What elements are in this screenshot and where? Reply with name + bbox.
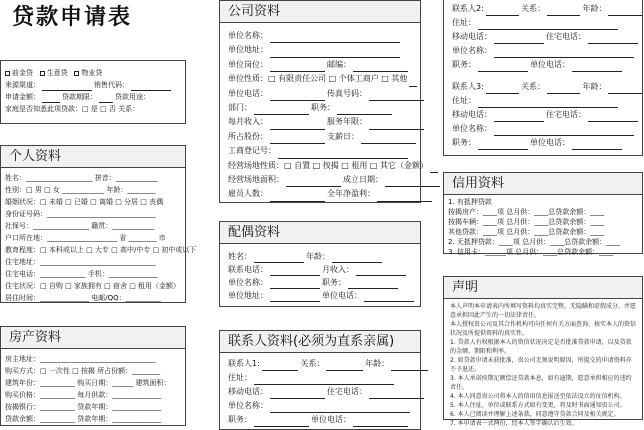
field-label: 单位岗位： bbox=[228, 59, 268, 69]
field-line[interactable] bbox=[99, 95, 113, 103]
field-label: 部门： bbox=[228, 102, 252, 112]
option-label: 前金贷 bbox=[12, 69, 33, 77]
field-label: 全年净盈利： bbox=[327, 189, 375, 199]
field-line[interactable] bbox=[42, 83, 92, 91]
form-row: 身份证号码：_______________________________ bbox=[5, 210, 156, 218]
field-line[interactable] bbox=[377, 192, 432, 202]
statement-paragraph: 3. 本人承诺按期足额偿还贷款本息，如有逾期，愿意承担相应的违约责任。 bbox=[450, 375, 632, 391]
form-row bbox=[220, 101, 420, 115]
field-label: 支薪日： bbox=[327, 131, 359, 141]
field-label: 职务： bbox=[452, 60, 476, 69]
contact23-panel bbox=[443, 0, 643, 156]
field-label: 单位名称： bbox=[228, 401, 268, 410]
panel-title: 声明 bbox=[444, 277, 642, 299]
field-line[interactable] bbox=[254, 417, 309, 427]
panel-title: 信用资料 bbox=[444, 173, 642, 195]
form-row: 按揭车辆：____项 总月供：____总贷款余额：____ bbox=[448, 218, 605, 226]
field-line[interactable] bbox=[270, 120, 325, 130]
field-label: 月收入： bbox=[322, 265, 354, 274]
form-row bbox=[444, 122, 642, 136]
field-label: 移动电话： bbox=[452, 32, 492, 41]
contact3-rows bbox=[444, 72, 642, 150]
panel-title: 个人资料 bbox=[1, 146, 185, 168]
field-line[interactable] bbox=[270, 279, 320, 289]
panel-title: 联系人资料(必须为直系亲属) bbox=[220, 331, 420, 353]
field-line[interactable] bbox=[270, 292, 320, 302]
field-line[interactable] bbox=[409, 77, 417, 87]
field-line[interactable] bbox=[42, 95, 60, 103]
field-label: 单位地址： bbox=[228, 45, 268, 55]
field-line[interactable] bbox=[262, 361, 299, 371]
statement-paragraph: 4. 本人同意贵公司将本人的信用信息报送至依法设立的征信机构。 bbox=[450, 393, 626, 400]
contact2-rows bbox=[444, 0, 642, 72]
field-line[interactable] bbox=[547, 84, 580, 94]
field-label: 来源渠道： bbox=[5, 81, 40, 89]
credit-rows bbox=[444, 195, 642, 257]
field-label: 联系人3: bbox=[452, 82, 484, 91]
source-row bbox=[1, 79, 185, 91]
field-label: 住宅电话： bbox=[546, 32, 586, 41]
statement-paragraph: 5. 本人住址、单位或联系方式如有变更，将及时书面通知贵公司。 bbox=[450, 402, 626, 409]
field-label: 联系人1: bbox=[228, 359, 260, 368]
field-label: 单位电话： bbox=[530, 60, 570, 69]
form-row bbox=[444, 30, 642, 44]
form-row bbox=[220, 58, 420, 72]
form-row: 2. 无抵押贷款：____项 总月供：____总贷款余额：____ bbox=[448, 238, 621, 246]
field-label: 单位电话： bbox=[311, 415, 351, 424]
statement-paragraph: 7. 本申请表一式两份，经本人签字确认后生效。 bbox=[450, 420, 578, 427]
field-line[interactable] bbox=[270, 266, 320, 276]
field-line[interactable] bbox=[430, 163, 438, 173]
form-row: 3. 信用卡：______项 总月供：____总贷款余额：____ bbox=[448, 248, 614, 256]
field-label: 移动电话： bbox=[228, 387, 268, 396]
field-line[interactable] bbox=[391, 361, 428, 371]
field-label: 单位地址： bbox=[228, 291, 268, 300]
field-label: 成立日期： bbox=[343, 174, 383, 184]
form-row bbox=[220, 130, 420, 144]
statement-paragraph: 2. 如贷款申请未获批准，贵公司无须说明原因，所提交的申请资料亦不予退还。 bbox=[450, 357, 632, 373]
form-row bbox=[220, 250, 420, 263]
field-line[interactable] bbox=[254, 375, 394, 385]
form-row: 社保号：________________ 籍贯：____________ bbox=[5, 222, 155, 230]
form-row bbox=[220, 276, 420, 289]
field-line[interactable] bbox=[270, 62, 325, 72]
field-label: 单位名称： bbox=[228, 278, 268, 287]
form-row: 购买价格：__________ 每月供款：______________ bbox=[5, 391, 162, 399]
field-line[interactable] bbox=[572, 140, 622, 150]
field-label: 关系： bbox=[300, 359, 325, 368]
field-label: 联系电话： bbox=[228, 265, 268, 274]
field-label: 销售代码： bbox=[94, 81, 129, 89]
statement-paragraph: 6. 本人已阅读并理解上述条款，同意遵守贷款合同及相关规定。 bbox=[450, 411, 620, 418]
panel-title: 配偶资料 bbox=[220, 222, 420, 244]
form-row bbox=[220, 29, 420, 43]
statement-paragraph: 本人授权贵公司及其合作机构可向任何有关方面查询、核实本人的资信状况及所提供资料的真实性。 bbox=[450, 321, 637, 337]
personal-panel bbox=[0, 145, 197, 303]
form-row bbox=[444, 94, 642, 108]
field-line[interactable] bbox=[608, 6, 641, 16]
form-row bbox=[220, 263, 420, 276]
form-row bbox=[220, 357, 420, 371]
personal-rows bbox=[1, 168, 197, 304]
field-label: 职务： bbox=[452, 138, 476, 147]
field-line[interactable] bbox=[494, 34, 544, 44]
checkbox[interactable] bbox=[74, 71, 79, 76]
company-rows bbox=[220, 23, 429, 202]
field-label: 年龄： bbox=[582, 4, 607, 13]
field-line[interactable] bbox=[270, 389, 325, 399]
field-line[interactable] bbox=[278, 149, 408, 159]
form-row: 性别：□ 男 □ 女 ____________ 年龄：________ bbox=[5, 186, 156, 194]
field-label: 经营场地面积： bbox=[228, 174, 284, 184]
option-label: 生意贷 bbox=[46, 69, 68, 77]
field-label: 年龄： bbox=[365, 359, 390, 368]
property-rows bbox=[1, 349, 185, 425]
form-row: 其他贷款：____项 总月供：____总贷款余额：____ bbox=[448, 228, 605, 236]
field-line[interactable] bbox=[494, 48, 634, 58]
option-label: 物业贷 bbox=[81, 69, 103, 77]
field-line[interactable] bbox=[478, 20, 618, 30]
field-label: 联系人2: bbox=[452, 4, 484, 13]
loan-type-panel bbox=[0, 60, 186, 124]
statement-paragraph: 1. 贷款人有权根据本人的资信状况决定是否批准贷款申请，以及贷款的金额、期限和利率。 bbox=[450, 339, 632, 355]
field-line[interactable] bbox=[478, 62, 528, 72]
field-line[interactable] bbox=[270, 48, 400, 58]
form-row bbox=[220, 43, 420, 57]
form-row bbox=[220, 289, 420, 302]
field-line[interactable] bbox=[547, 6, 580, 16]
family-aware-row: 家庭是否知悉此项贷款：□ 是 □ 否 关系： bbox=[5, 105, 140, 113]
field-line[interactable] bbox=[337, 105, 392, 115]
field-label: 住宅电话： bbox=[327, 387, 367, 396]
form-row bbox=[444, 58, 642, 72]
field-label: 工商登记号： bbox=[228, 146, 276, 156]
form-row bbox=[444, 108, 642, 122]
field-line[interactable] bbox=[588, 34, 638, 44]
field-line[interactable] bbox=[385, 177, 440, 187]
form-row: 教育程度：□ 本科或以上 □ 大专 □ 高中/中专 □ 初中或以下 bbox=[5, 246, 197, 254]
field-line[interactable] bbox=[270, 91, 325, 101]
field-label: 移动电话： bbox=[452, 110, 492, 119]
form-row bbox=[444, 136, 642, 150]
field-label: 经营场地性质：□ 自置 □ 按揭 □ 租用 □ 其它（金额） bbox=[228, 160, 429, 170]
page-title: 贷款申请表 bbox=[12, 5, 133, 30]
form-row bbox=[220, 87, 420, 101]
field-line[interactable] bbox=[364, 292, 414, 302]
form-row bbox=[220, 385, 420, 399]
form-row bbox=[220, 187, 420, 201]
form-row: 贷款余额：__________ 贷款年期：______________ bbox=[5, 415, 162, 423]
field-label: 所占股份： bbox=[228, 131, 268, 141]
field-line[interactable] bbox=[254, 105, 309, 115]
field-line[interactable] bbox=[486, 84, 519, 94]
loan-type-options bbox=[1, 67, 185, 79]
field-label: 传真号码： bbox=[327, 88, 367, 98]
spouse-panel bbox=[219, 221, 421, 307]
checkbox[interactable] bbox=[40, 71, 45, 76]
form-row: 婚姻状况：□ 未婚 □ 已婚 □ 离婚 □ 分居 □ 丧偶 bbox=[5, 198, 164, 206]
form-row bbox=[220, 144, 420, 158]
form-row: 按揭房产：____项 总月供：____总贷款余额：____ bbox=[448, 208, 605, 216]
field-label: 单位电话： bbox=[322, 291, 362, 300]
field-label: 关系： bbox=[521, 82, 546, 91]
field-label: 职务： bbox=[228, 415, 252, 424]
field-line[interactable] bbox=[361, 134, 416, 144]
form-row bbox=[220, 173, 420, 187]
field-line[interactable] bbox=[286, 177, 341, 187]
field-label: 职务： bbox=[311, 102, 335, 112]
form-row bbox=[444, 44, 642, 58]
form-row bbox=[444, 2, 642, 16]
statement-panel bbox=[443, 276, 643, 427]
field-label: 贷款用途： bbox=[115, 93, 150, 101]
field-line[interactable] bbox=[332, 253, 382, 263]
form-row: 居住时间：______________ 电邮/QQ：__________ bbox=[5, 294, 161, 302]
form-row: 户口所在地：____________________ 省 ________ 市 bbox=[5, 234, 166, 242]
field-line[interactable] bbox=[478, 98, 618, 108]
panel-title: 房产资料 bbox=[1, 327, 185, 349]
field-label: 姓名： bbox=[228, 252, 252, 261]
field-line[interactable] bbox=[369, 91, 424, 101]
form-row: 建筑年份：__________ 购买日期：______ 建筑面积： bbox=[5, 379, 171, 387]
form-row: 购买方式：□ 一次性 □ 按揭 所占份额：________ bbox=[5, 367, 161, 375]
form-row: 住宅状况：□ 自购 □ 家族拥有 □ 宿舍 □ 租用（金额） bbox=[5, 282, 181, 290]
form-row bbox=[220, 72, 420, 86]
field-line[interactable] bbox=[494, 112, 544, 122]
field-line[interactable] bbox=[348, 279, 398, 289]
amount-row bbox=[1, 91, 185, 103]
field-line[interactable] bbox=[270, 134, 325, 144]
field-line[interactable] bbox=[494, 126, 634, 136]
credit-panel bbox=[443, 172, 643, 254]
field-line[interactable] bbox=[270, 403, 410, 413]
statement-rows bbox=[444, 299, 642, 428]
field-line[interactable] bbox=[131, 83, 171, 91]
field-label: 住址： bbox=[452, 96, 476, 105]
panel-title: 公司资料 bbox=[220, 1, 420, 23]
field-label: 职务： bbox=[322, 278, 346, 287]
statement-paragraph: 本人声明本申请表内所填写资料均真实完整，无隐瞒和虚假成分，并愿意承担因此产生的一切法律责任。 bbox=[450, 303, 637, 319]
field-line[interactable] bbox=[588, 112, 638, 122]
form-row bbox=[220, 115, 420, 129]
field-line[interactable] bbox=[572, 62, 622, 72]
checkbox[interactable] bbox=[5, 71, 10, 76]
field-label: 贷款期限： bbox=[62, 93, 97, 101]
field-label: 单位名称： bbox=[452, 124, 492, 133]
field-label: 雇员人数： bbox=[228, 189, 268, 199]
form-row: 姓名：___________________ 拼音：____________ bbox=[5, 174, 158, 182]
contact-rows bbox=[220, 353, 420, 427]
field-line[interactable] bbox=[608, 84, 641, 94]
field-label: 单位名称： bbox=[452, 46, 492, 55]
field-label: 单位电话： bbox=[228, 88, 268, 98]
property-panel bbox=[0, 326, 186, 426]
field-line[interactable] bbox=[353, 62, 408, 72]
form-row: 按揭银行：__________ 贷款年期：______________ bbox=[5, 403, 162, 411]
field-label: 单位名称： bbox=[228, 31, 268, 40]
field-line[interactable] bbox=[369, 120, 424, 130]
field-label: 年龄： bbox=[582, 82, 607, 91]
field-line[interactable] bbox=[478, 140, 528, 150]
field-label: 每月收入： bbox=[228, 117, 268, 127]
form-row bbox=[444, 16, 642, 30]
field-label: 申请金额： bbox=[5, 93, 40, 101]
field-label: 年龄： bbox=[306, 252, 330, 261]
field-label: 单位性质：□ 有限责任公司 □ 个体工商户 □ 其他 bbox=[228, 74, 408, 84]
form-row bbox=[220, 159, 429, 173]
form-row bbox=[220, 413, 420, 427]
form-row: 房主地址：_________________________________ bbox=[5, 355, 156, 363]
field-line[interactable] bbox=[356, 266, 406, 276]
field-label: 邮编： bbox=[327, 59, 351, 69]
field-line[interactable] bbox=[270, 192, 325, 202]
field-line[interactable] bbox=[486, 6, 519, 16]
field-label: 住宅电话： bbox=[546, 110, 586, 119]
field-label: 关系： bbox=[521, 4, 546, 13]
spouse-rows bbox=[220, 244, 420, 302]
field-label: 住址： bbox=[452, 18, 476, 27]
form-row bbox=[220, 399, 420, 413]
field-line[interactable] bbox=[326, 361, 363, 371]
form-row: 住宅地址：_________________________________ bbox=[5, 258, 156, 266]
field-label: 服务年限： bbox=[327, 117, 367, 127]
field-line[interactable] bbox=[270, 33, 400, 43]
field-label: 单位电话： bbox=[530, 138, 570, 147]
contact-panel bbox=[219, 330, 421, 430]
field-line[interactable] bbox=[369, 389, 424, 399]
form-row: 住宅电话：_____________ 手机：______________ bbox=[5, 270, 158, 278]
form-row bbox=[220, 371, 420, 385]
form-row: 1. 有抵押贷款 bbox=[448, 198, 492, 206]
field-line[interactable] bbox=[254, 253, 304, 263]
company-panel bbox=[219, 0, 429, 203]
field-label: 住址： bbox=[228, 373, 252, 382]
form-row bbox=[444, 80, 642, 94]
field-line[interactable] bbox=[353, 417, 408, 427]
